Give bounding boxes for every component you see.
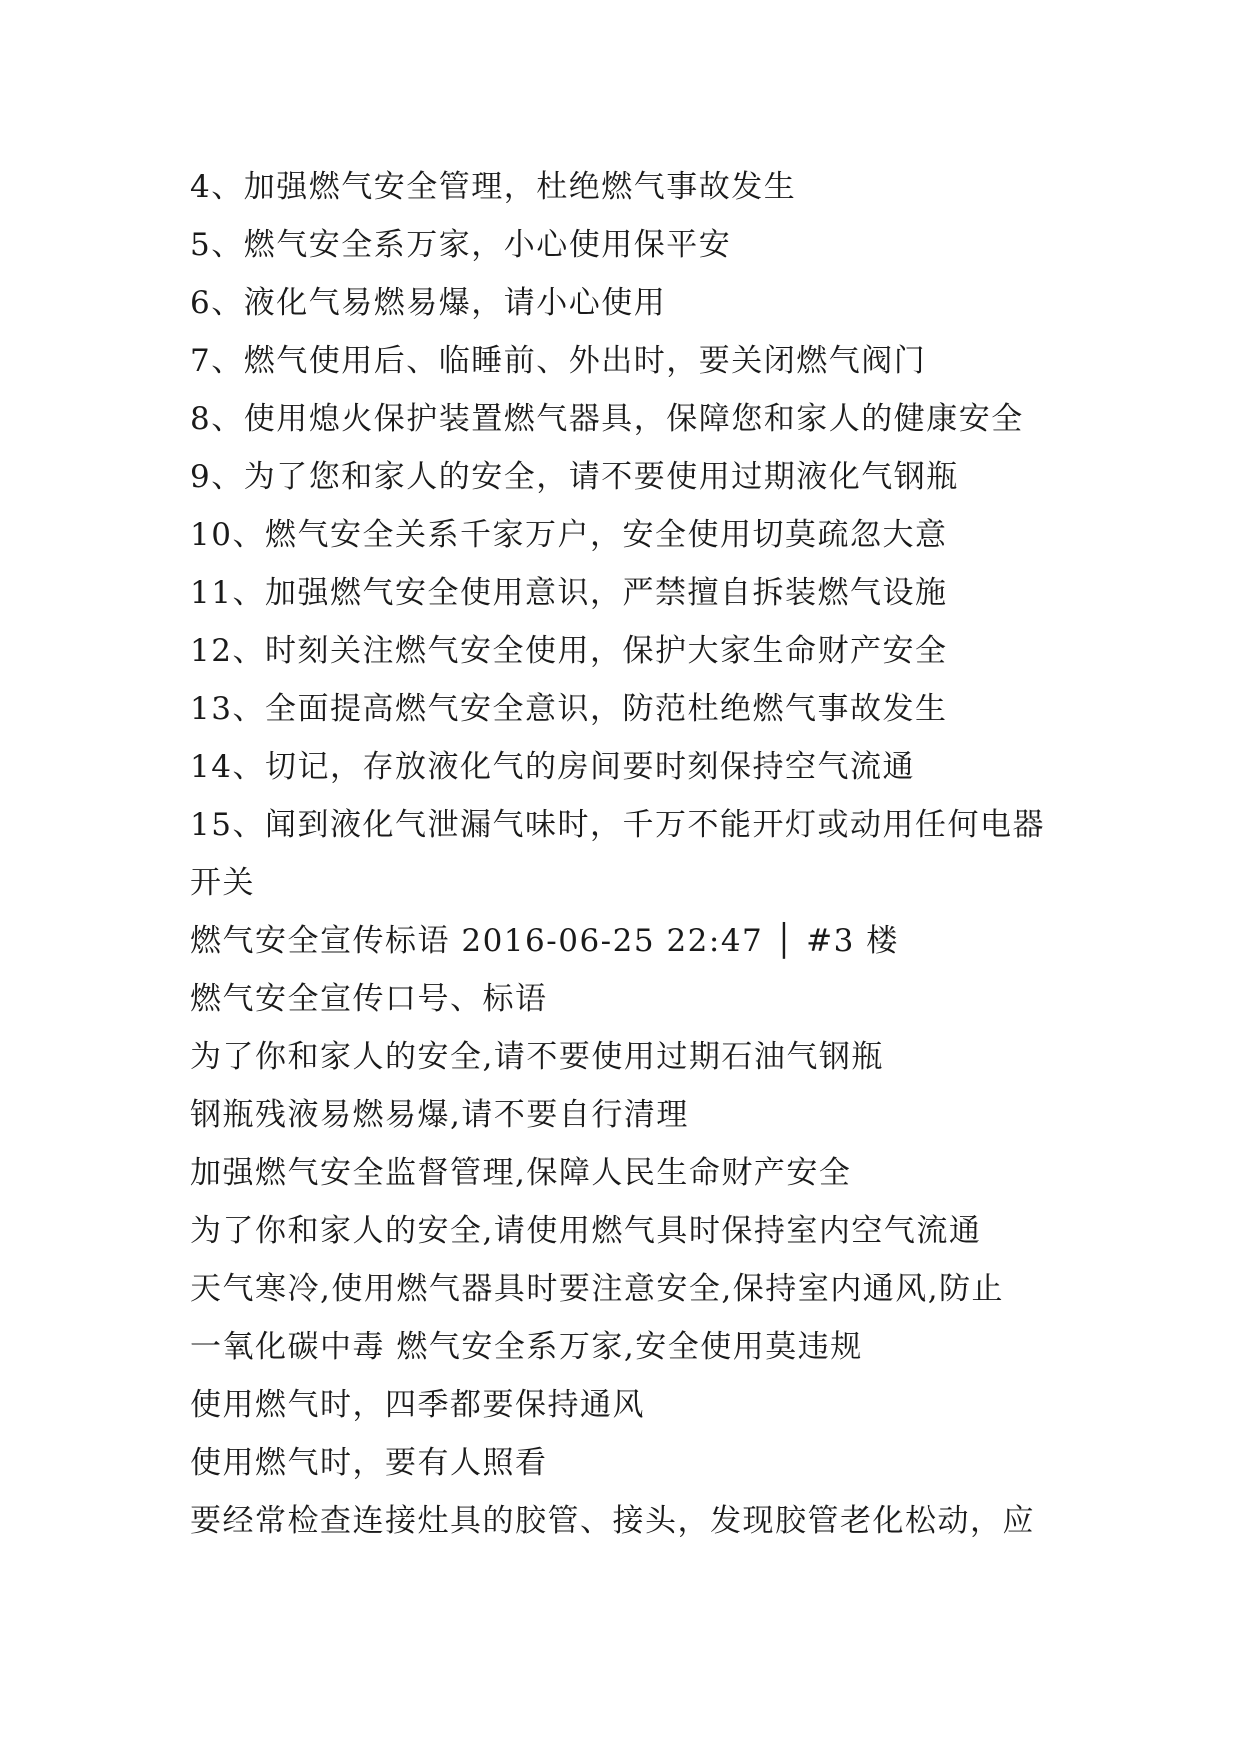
slogan-line: 12、时刻关注燃气安全使用，保护大家生命财产安全 xyxy=(190,633,948,669)
slogan-line: 14、切记，存放液化气的房间要时刻保持空气流通 xyxy=(190,749,915,785)
body-text xyxy=(190,158,1070,1550)
slogan-line: 使用燃气时，四季都要保持通风 xyxy=(190,1387,645,1423)
slogan-line: 6、液化气易燃易爆，请小心使用 xyxy=(190,285,667,321)
section-heading: 燃气安全宣传口号、标语 xyxy=(190,981,548,1017)
slogan-line: 8、使用熄火保护装置燃气器具，保障您和家人的健康安全 xyxy=(190,401,1024,437)
slogan-line: 4、加强燃气安全管理，杜绝燃气事故发生 xyxy=(190,169,797,205)
slogan-line: 要经常检查连接灶具的胶管、接头，发现胶管老化松动，应 xyxy=(190,1503,1035,1539)
slogan-line: 使用燃气时，要有人照看 xyxy=(190,1445,548,1481)
slogan-line: 为了你和家人的安全,请使用燃气具时保持室内空气流通 xyxy=(190,1213,982,1249)
slogan-line: 5、燃气安全系万家，小心使用保平安 xyxy=(190,227,732,263)
slogan-line: 9、为了您和家人的安全，请不要使用过期液化气钢瓶 xyxy=(190,459,959,495)
slogan-line: 15、闻到液化气泄漏气味时，千万不能开灯或动用任何电器 xyxy=(190,807,1045,843)
slogan-line: 为了你和家人的安全,请不要使用过期石油气钢瓶 xyxy=(190,1039,884,1075)
slogan-line: 天气寒冷,使用燃气器具时要注意安全,保持室内通风,防止 xyxy=(190,1271,1005,1307)
slogan-line: 加强燃气安全监督管理,保障人民生命财产安全 xyxy=(190,1155,852,1191)
slogan-line: 11、加强燃气安全使用意识，严禁擅自拆装燃气设施 xyxy=(190,575,948,611)
slogan-line-continuation: 开关 xyxy=(190,865,255,901)
slogan-line: 13、全面提高燃气安全意识，防范杜绝燃气事故发生 xyxy=(190,691,948,727)
slogan-line: 一氧化碳中毒 燃气安全系万家,安全使用莫违规 xyxy=(190,1329,863,1365)
slogan-line: 10、燃气安全关系千家万户，安全使用切莫疏忽大意 xyxy=(190,517,948,553)
slogan-line: 钢瓶残液易燃易爆,请不要自行清理 xyxy=(190,1097,689,1133)
post-header-line: 燃气安全宣传标语 2016-06-25 22:47 │ #3 楼 xyxy=(190,923,899,959)
slogan-line: 7、燃气使用后、临睡前、外出时，要关闭燃气阀门 xyxy=(190,343,927,379)
